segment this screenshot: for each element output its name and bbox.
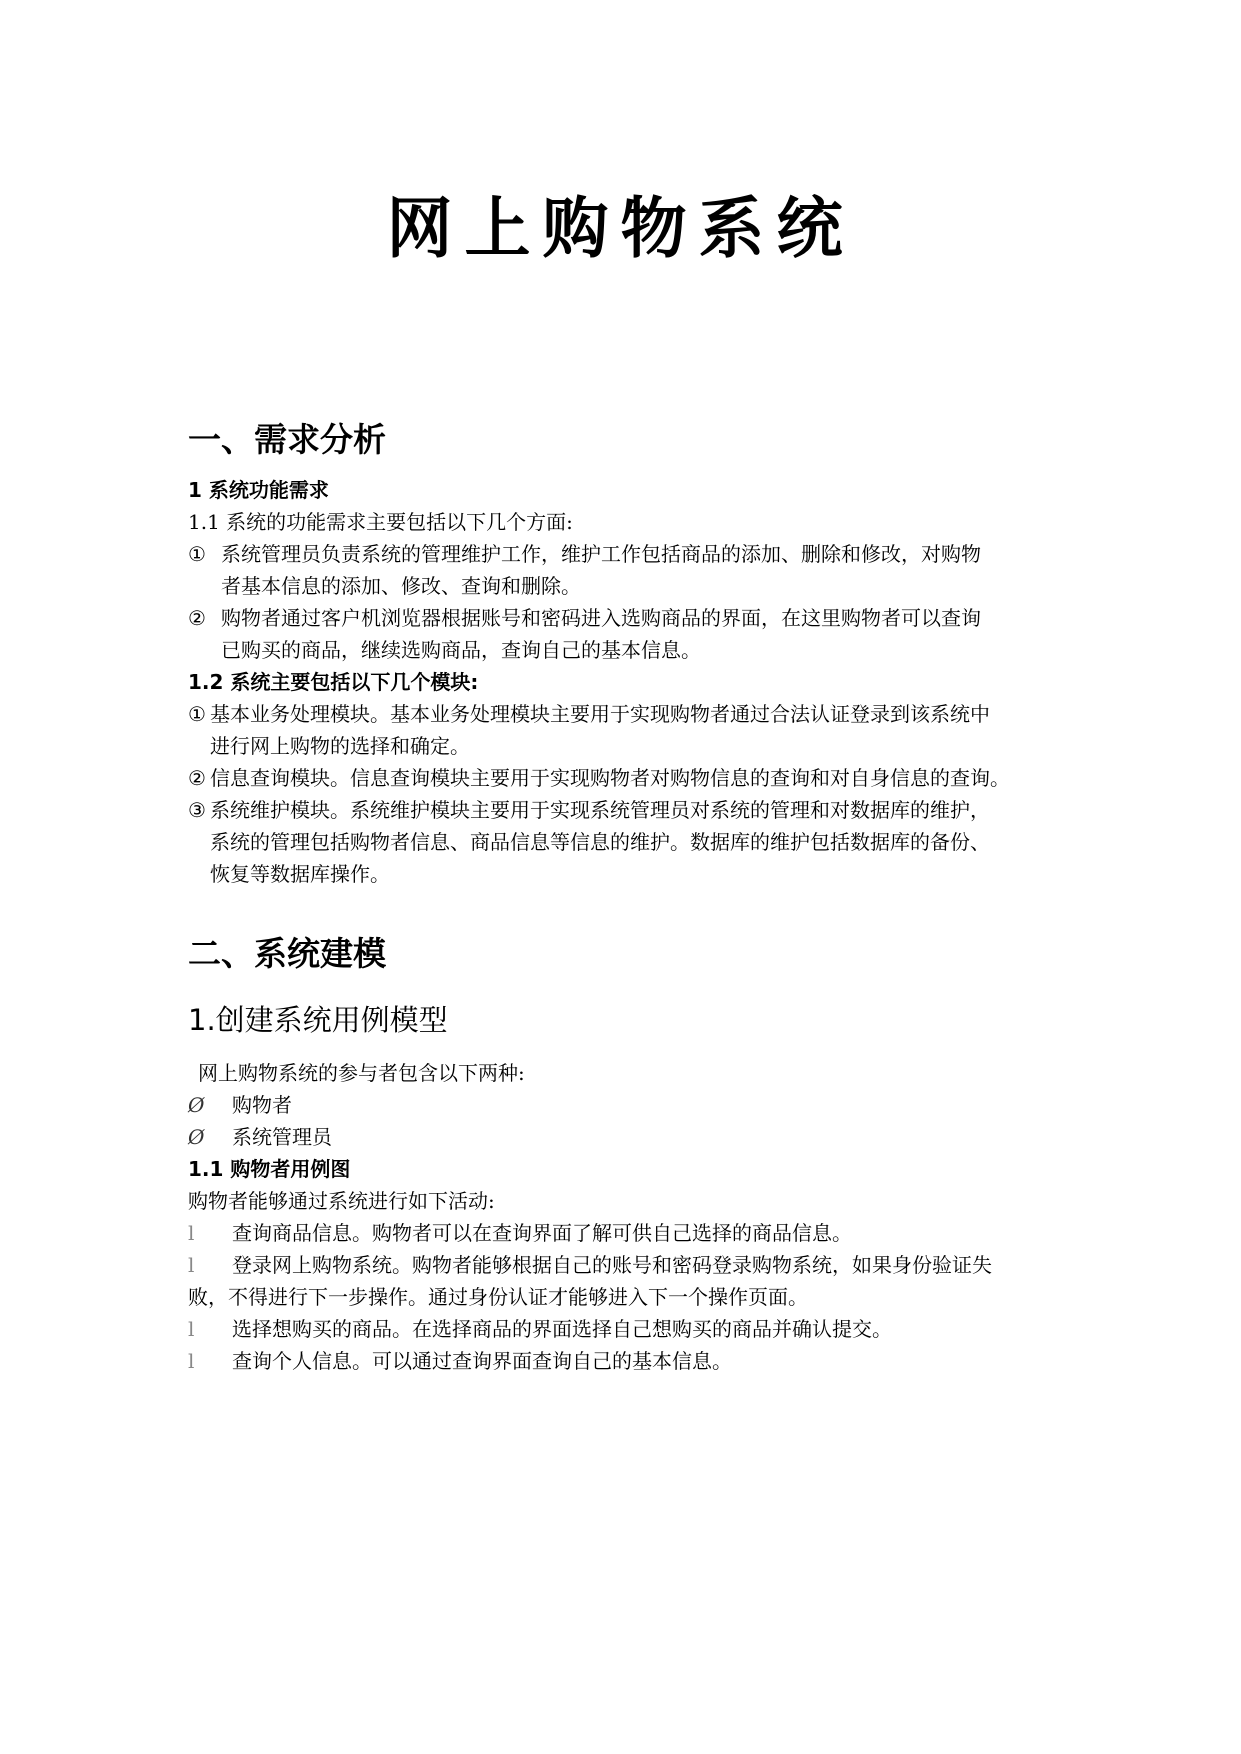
- bar-bullet-icon: l: [188, 1253, 195, 1277]
- actor-item-2: [188, 1121, 1058, 1153]
- bar-bullet-icon: l: [188, 1349, 195, 1373]
- activity-item-2: [188, 1249, 1058, 1281]
- list-item-2-cont: 已购买的商品，继续选购商品，查询自己的基本信息。: [221, 638, 701, 662]
- module-item-2: [188, 762, 1058, 794]
- activity-item-3: [188, 1313, 1058, 1345]
- subheading-use-case-model: 1.创建系统用例模型: [188, 1003, 448, 1037]
- activity-text: 查询个人信息。可以通过查询界面查询自己的基本信息。: [232, 1349, 732, 1373]
- actor-item-1: [188, 1089, 1058, 1121]
- module-item-3-cont-1: 系统的管理包括购物者信息、商品信息等信息的维护。数据库的维护包括数据库的备份、: [210, 830, 990, 854]
- bar-bullet-icon: l: [188, 1317, 195, 1341]
- activity-item-1: [188, 1217, 1058, 1249]
- section-heading-requirements: 一、需求分析: [188, 420, 386, 459]
- paragraph-1-1: 1.1 系统的功能需求主要包括以下几个方面:: [188, 510, 573, 534]
- empty-set-bullet-icon: Ø: [188, 1093, 205, 1117]
- module-item-1-cont: 进行网上购物的选择和确定。: [210, 734, 470, 758]
- item-marker: ②: [188, 606, 206, 630]
- empty-set-bullet-icon: Ø: [188, 1125, 205, 1149]
- list-item-1: [188, 538, 1058, 570]
- actor-text: 系统管理员: [232, 1125, 332, 1149]
- module-marker: ②: [188, 766, 206, 790]
- activity-text: 登录网上购物系统。购物者能够根据自己的账号和密码登录购物系统，如果身份验证失: [232, 1253, 992, 1277]
- activity-item-2-cont: 败，不得进行下一步操作。通过身份认证才能够进入下一个操作页面。: [188, 1285, 808, 1309]
- section-heading-modeling: 二、系统建模: [188, 934, 386, 973]
- document-title: 网上购物系统: [386, 189, 855, 267]
- list-item-1-cont: 者基本信息的添加、修改、查询和删除。: [221, 574, 581, 598]
- item-text: 系统管理员负责系统的管理维护工作，维护工作包括商品的添加、删除和修改，对购物: [221, 542, 981, 566]
- activities-intro: 购物者能够通过系统进行如下活动:: [188, 1189, 495, 1213]
- activity-item-4: [188, 1345, 1058, 1377]
- list-item-2: [188, 602, 1058, 634]
- module-marker: ①: [188, 702, 206, 726]
- subheading-shopper-use-case: 1.1 购物者用例图: [188, 1157, 351, 1181]
- item-marker: ①: [188, 542, 206, 566]
- item-text: 购物者通过客户机浏览器根据账号和密码进入选购商品的界面，在这里购物者可以查询: [221, 606, 981, 630]
- actor-text: 购物者: [232, 1093, 292, 1117]
- module-marker: ③: [188, 798, 206, 822]
- bar-bullet-icon: l: [188, 1221, 195, 1245]
- activity-text: 选择想购买的商品。在选择商品的界面选择自己想购买的商品并确认提交。: [232, 1317, 892, 1341]
- module-item-1: [188, 698, 1058, 730]
- module-text: 基本业务处理模块。基本业务处理模块主要用于实现购物者通过合法认证登录到该系统中: [210, 702, 990, 726]
- actors-intro: 网上购物系统的参与者包含以下两种:: [198, 1061, 525, 1085]
- subheading-modules: 1.2 系统主要包括以下几个模块:: [188, 670, 479, 694]
- module-item-3-cont-2: 恢复等数据库操作。: [210, 862, 390, 886]
- module-item-3: [188, 794, 1058, 826]
- activity-text: 查询商品信息。购物者可以在查询界面了解可供自己选择的商品信息。: [232, 1221, 852, 1245]
- module-text: 信息查询模块。信息查询模块主要用于实现购物者对购物信息的查询和对自身信息的查询。: [210, 766, 1010, 790]
- module-text: 系统维护模块。系统维护模块主要用于实现系统管理员对系统的管理和对数据库的维护，: [210, 798, 990, 822]
- subheading-system-function: 1 系统功能需求: [188, 478, 329, 502]
